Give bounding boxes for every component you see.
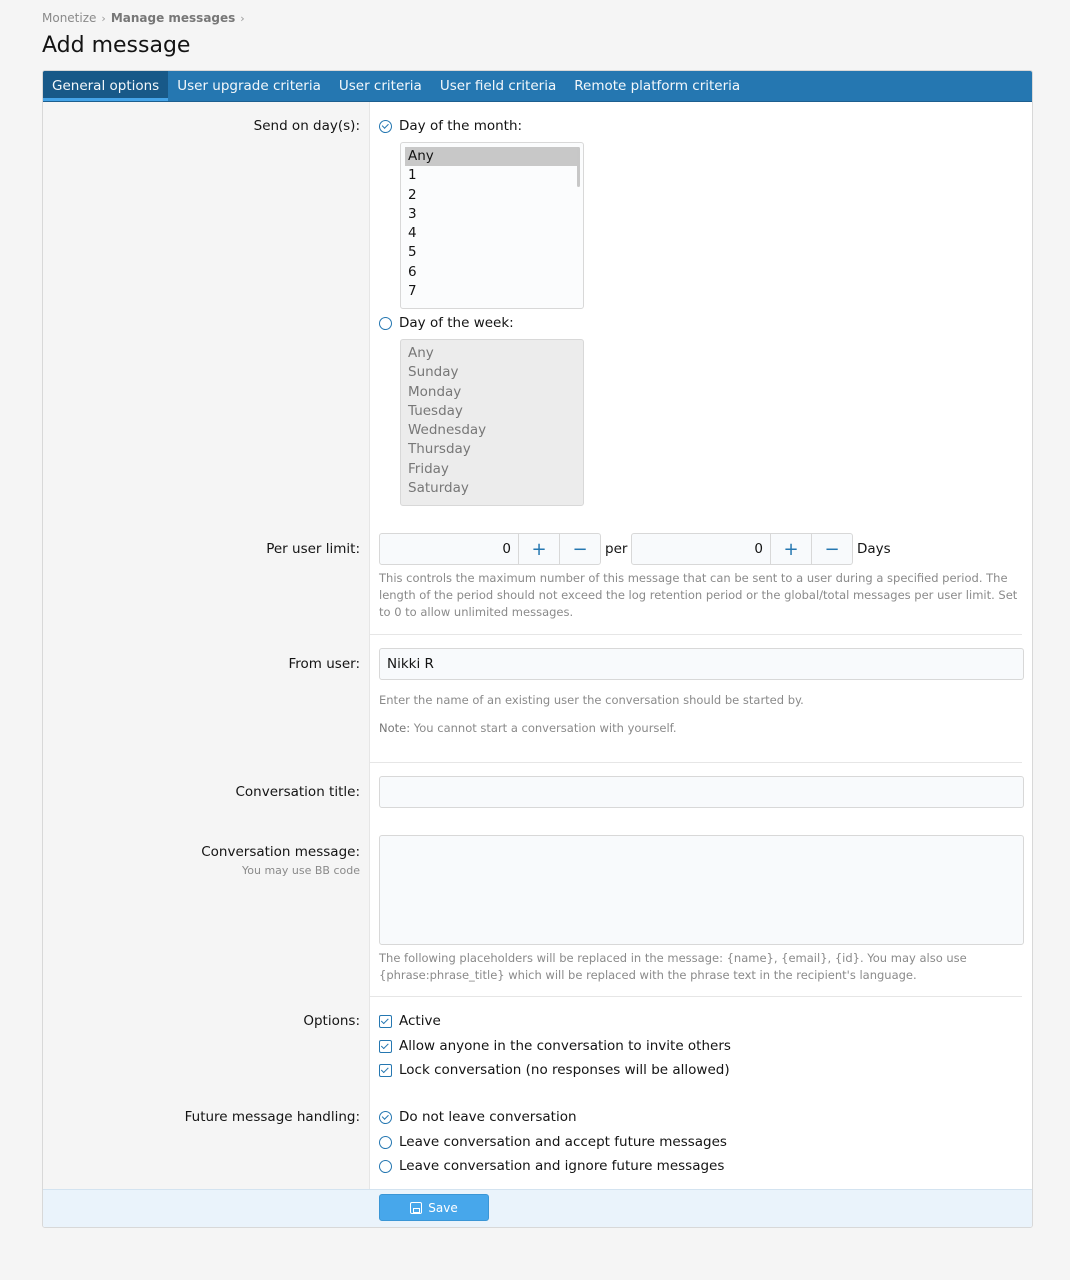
list-option[interactable]: 6 — [408, 263, 417, 280]
per-user-limit-label: Per user limit: — [266, 541, 360, 557]
form-body — [43, 102, 1032, 1189]
tab-general-options[interactable]: General options — [43, 71, 168, 101]
list-option[interactable]: Sunday — [408, 364, 459, 381]
period-days-stepper — [631, 533, 853, 565]
breadcrumb-link-monetize[interactable]: Monetize — [42, 11, 97, 25]
list-option[interactable]: Thursday — [408, 441, 471, 458]
from-user-label: From user: — [288, 656, 360, 672]
from-user-explain: Enter the name of an existing user the conversation should be started by. — [379, 693, 804, 707]
breadcrumb-link-manage-messages[interactable]: Manage messages — [110, 11, 236, 25]
day-of-month-radio[interactable] — [379, 118, 522, 134]
options-label: Options: — [303, 1013, 360, 1029]
conversation-message-explain: The following placeholders will be replaced in the message: {name}, {email}, {id}. You may also use {phrase:phrase_title} which will be replaced with the phrase text in the recipient's language. — [379, 951, 967, 982]
minus-icon[interactable]: − — [559, 534, 600, 564]
period-days-input[interactable]: 0 — [754, 541, 763, 557]
form-submit-row — [43, 1189, 1032, 1227]
checkbox-checked-icon — [379, 1040, 392, 1053]
save-label: Save — [428, 1200, 458, 1215]
list-option[interactable]: Tuesday — [408, 402, 463, 419]
day-of-week-select[interactable] — [400, 339, 584, 506]
day-of-month-label: Day of the month: — [399, 118, 523, 134]
future-handling-label: Future message handling: — [184, 1109, 360, 1125]
note-text: You cannot start a conversation with yourself. — [413, 721, 677, 735]
option-lock-checkbox[interactable] — [379, 1062, 730, 1078]
chevron-right-icon: › — [240, 11, 245, 25]
from-user-input[interactable]: Nikki R — [379, 648, 1024, 680]
list-option[interactable]: Saturday — [408, 480, 469, 497]
save-button[interactable] — [379, 1194, 489, 1221]
radio-checked-icon — [379, 120, 392, 133]
chevron-right-icon: › — [101, 11, 106, 25]
list-option[interactable]: Monday — [408, 383, 462, 400]
list-option[interactable]: 7 — [408, 283, 417, 300]
divider — [370, 762, 1022, 763]
conversation-message-textarea[interactable] — [379, 835, 1024, 945]
breadcrumb — [42, 11, 250, 25]
radio-unchecked-icon — [379, 1136, 392, 1149]
per-label: per — [605, 541, 628, 557]
list-option[interactable]: 2 — [408, 186, 417, 203]
future-leave-accept-radio[interactable] — [379, 1134, 727, 1150]
list-option[interactable]: 1 — [408, 167, 417, 184]
plus-icon[interactable]: + — [518, 534, 559, 564]
save-icon — [410, 1202, 422, 1214]
list-option[interactable]: Any — [405, 147, 579, 166]
tab-user-field-criteria[interactable]: User field criteria — [439, 78, 557, 94]
list-option[interactable]: Wednesday — [408, 422, 487, 439]
day-of-month-select[interactable] — [400, 142, 584, 309]
option-label: Lock conversation (no responses will be allowed) — [399, 1062, 730, 1078]
tab-remote-platform-criteria[interactable]: Remote platform criteria — [574, 78, 741, 94]
checkbox-checked-icon — [379, 1064, 392, 1077]
conversation-title-label: Conversation title: — [235, 784, 360, 800]
per-user-limit-stepper — [379, 533, 601, 565]
page-title: Add message — [42, 33, 191, 58]
form-block — [42, 70, 1033, 1228]
send-on-label: Send on day(s): — [253, 118, 360, 134]
tab-bar — [43, 71, 1032, 102]
option-label: Allow anyone in the conversation to invite others — [399, 1038, 731, 1054]
radio-unchecked-icon — [379, 1160, 392, 1173]
note-label: Note: — [379, 721, 411, 735]
minus-icon[interactable]: − — [811, 534, 852, 564]
conversation-title-input[interactable] — [379, 776, 1024, 808]
radio-label: Leave conversation and ignore future messages — [399, 1158, 725, 1174]
per-user-limit-explain: This controls the maximum number of this message that can be sent to a user during a specified period. The length of the period should not exceed the log retention period or the global/total messages per user limit. Set to 0 to allow unlimited messages. — [379, 571, 1018, 619]
future-do-not-leave-radio[interactable] — [379, 1109, 577, 1125]
future-leave-ignore-radio[interactable] — [379, 1158, 724, 1174]
list-option[interactable]: Friday — [408, 460, 449, 477]
radio-unchecked-icon — [379, 317, 392, 330]
from-user-note — [379, 720, 1024, 737]
listbox-scrollbar[interactable] — [577, 147, 580, 187]
per-user-limit-input[interactable]: 0 — [502, 541, 511, 557]
list-option[interactable]: 4 — [408, 225, 417, 242]
days-label: Days — [857, 541, 891, 557]
radio-checked-icon — [379, 1111, 392, 1124]
tab-user-upgrade-criteria[interactable]: User upgrade criteria — [177, 78, 321, 94]
day-of-week-radio[interactable] — [379, 315, 514, 331]
checkbox-checked-icon — [379, 1015, 392, 1028]
plus-icon[interactable]: + — [770, 534, 811, 564]
divider — [370, 996, 1022, 997]
list-option[interactable]: Any — [408, 345, 434, 361]
radio-label: Leave conversation and accept future messages — [399, 1134, 727, 1150]
radio-label: Do not leave conversation — [399, 1109, 577, 1125]
option-label: Active — [399, 1013, 441, 1029]
option-active-checkbox[interactable] — [379, 1013, 441, 1029]
tab-user-criteria[interactable]: User criteria — [338, 78, 422, 94]
day-of-week-label: Day of the week: — [399, 315, 514, 331]
conversation-message-label: Conversation message: — [201, 844, 360, 860]
option-invite-checkbox[interactable] — [379, 1038, 731, 1054]
divider — [370, 634, 1022, 635]
bb-code-hint: You may use BB code — [241, 864, 360, 877]
list-option[interactable]: 5 — [408, 244, 417, 261]
list-option[interactable]: 3 — [408, 205, 417, 222]
